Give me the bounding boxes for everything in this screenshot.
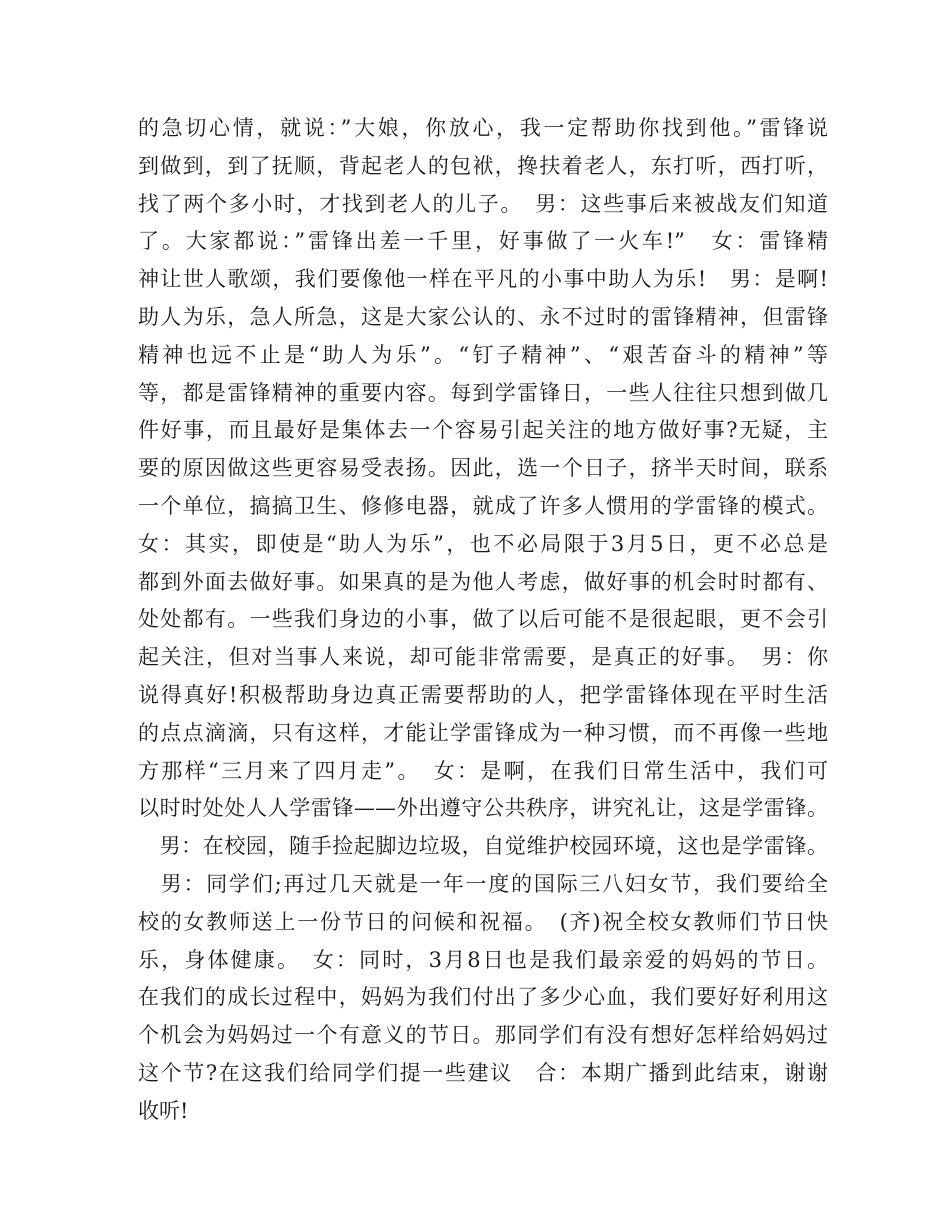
text-line: 助人为乐，急人所急，这是大家公认的、永不过时的雷锋精神，但雷锋 xyxy=(138,304,828,329)
text-line: 在我们的成长过程中，妈妈为我们付出了多少心血，我们要好好利用这 xyxy=(138,985,828,1010)
text-line: 了。大家都说：”雷锋出差一千里，好事做了一火车!” 女：雷锋精 xyxy=(138,229,828,254)
text-line: 男：在校园，随手捡起脚边垃圾，自觉维护校园环境，这也是学雷锋。 xyxy=(138,834,828,859)
text-line: 找了两个多小时，才找到老人的儿子。 男：这些事后来被战友们知道 xyxy=(138,191,828,216)
text-line: 的点点滴滴，只有这样，才能让学雷锋成为一种习惯，而不再像一些地 xyxy=(138,720,828,745)
text-line: 以时时处处人人学雷锋——外出遵守公共秩序，讲究礼让，这是学雷锋。 xyxy=(138,796,828,821)
text-line: 收听! xyxy=(138,1098,189,1123)
text-line: 精神也远不止是“助人为乐”。“钉子精神”、“艰苦奋斗的精神”等 xyxy=(138,342,828,367)
text-line: 个机会为妈妈过一个有意义的节日。那同学们有没有想好怎样给妈妈过 xyxy=(138,1023,828,1048)
text-line: 一个单位，搞搞卫生、修修电器，就成了许多人惯用的学雷锋的模式。 xyxy=(138,493,828,518)
text-line: 到做到，到了抚顺，背起老人的包袱，搀扶着老人，东打听，西打听， xyxy=(138,153,828,178)
body-text xyxy=(138,110,828,1131)
text-line: 件好事，而且最好是集体去一个容易引起关注的地方做好事?无疑，主 xyxy=(138,418,828,443)
text-line: 起关注，但对当事人来说，却可能非常需要，是真正的好事。 男：你 xyxy=(138,645,828,670)
text-line: 方那样“三月来了四月走”。 女：是啊，在我们日常生活中，我们可 xyxy=(138,758,828,783)
text-line: 处处都有。一些我们身边的小事，做了以后可能不是很起眼，更不会引 xyxy=(138,607,828,632)
text-line: 神让世人歌颂，我们要像他一样在平凡的小事中助人为乐! 男：是啊! xyxy=(138,267,828,292)
text-line: 都到外面去做好事。如果真的是为他人考虑，做好事的机会时时都有、 xyxy=(138,569,828,594)
text-line: 说得真好!积极帮助身边真正需要帮助的人，把学雷锋体现在平时生活 xyxy=(138,682,828,707)
text-line: 等，都是雷锋精神的重要内容。每到学雷锋日，一些人往往只想到做几 xyxy=(138,380,828,405)
text-line: 女：其实，即使是“助人为乐”，也不必局限于3月5日，更不必总是 xyxy=(138,531,828,556)
text-line: 乐，身体健康。 女：同时，3月8日也是我们最亲爱的妈妈的节日。 xyxy=(138,947,828,972)
text-line: 男：同学们;再过几天就是一年一度的国际三八妇女节，我们要给全 xyxy=(138,871,828,896)
text-line: 要的原因做这些更容易受表扬。因此，选一个日子，挤半天时间，联系 xyxy=(138,456,828,481)
text-line: 这个节?在这我们给同学们提一些建议 合：本期广播到此结束，谢谢 xyxy=(138,1060,828,1085)
text-line: 校的女教师送上一份节日的问候和祝福。 (齐)祝全校女教师们节日快 xyxy=(138,909,828,934)
text-line: 的急切心情，就说：”大娘，你放心，我一定帮助你找到他。”雷锋说 xyxy=(138,116,828,140)
